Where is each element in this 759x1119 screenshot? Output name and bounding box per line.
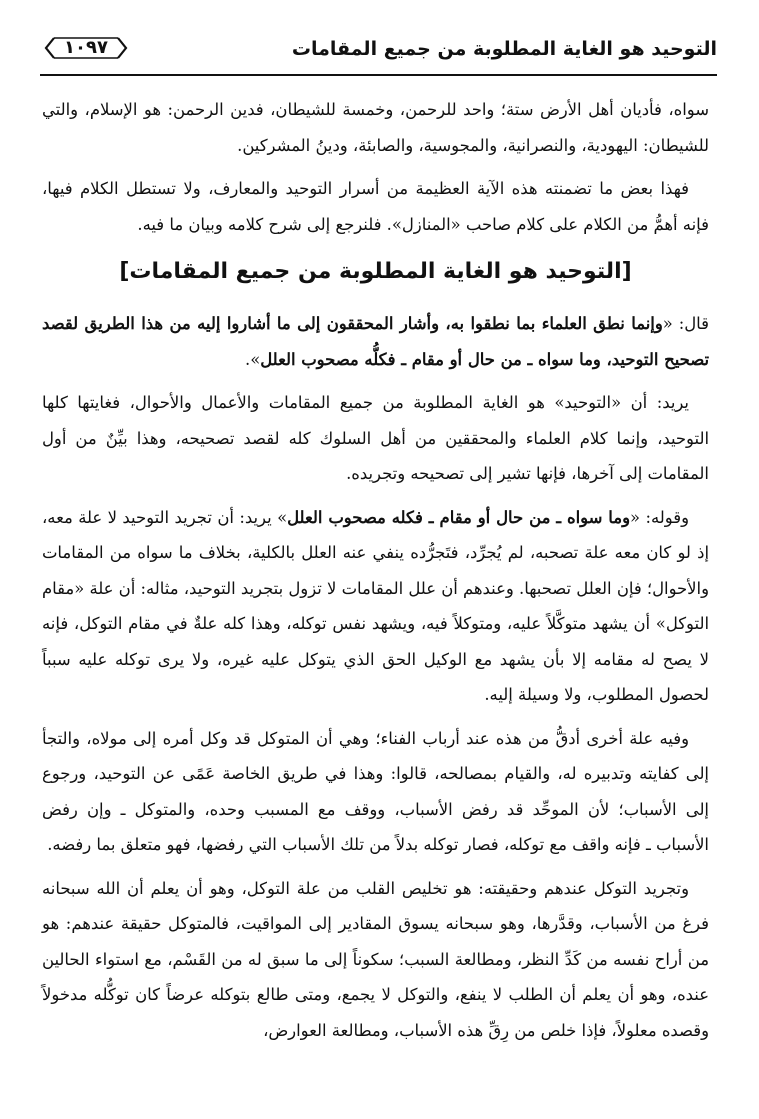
paragraph: يريد: أن «التوحيد» هو الغاية المطلوبة من جميع المقامات والأعمال والأحوال، فغايتها كلها التوحيد، وإنما كلام العلماء والمحققين من أهل السلوك كله لقصد تصحيحه، وهذا بيِّنٌ من أول المقامات إلى آخرها، فإنها تشير إلى تصحيحه وتجريده. — [42, 393, 709, 483]
paragraph: فهذا بعض ما تضمنته هذه الآية العظيمة من أسرار التوحيد والمعارف، ولا تستطل الكلام فيها، فإنه أهمُّ من الكلام على كلام صاحب «المنازل». فلنرجع إلى شرح كلامه وبيان ما فيه. — [42, 179, 709, 234]
paragraph: وتجريد التوكل عندهم وحقيقته: هو تخليص القلب من علة التوكل، وهو أن يعلم أن الله سبحانه فرغ من الأسباب، وقدَّرها، وهو سبحانه يسوق المقادير إلى المواقيت، فالمتوكل حقيقة عندهم: هو من أراح نفسه من كَدِّ النظر، ومطالعة السبب؛ سكوناً إلى ما سبق له من القَسْم، مع استواء الحالين عنده، وهو أن يعلم أن الطلب لا ينفع، والتوكل لا يجمع، ومتى طالع بتوكله عرضاً كان توكُّله مدخولاً وقصده معلولاً، فإذا خلص من رِقِّ هذه الأسباب، ومطالعة العوارض، — [42, 878, 709, 1040]
main-text — [42, 92, 709, 1056]
paragraph-rest: » يريد: أن تجريد التوحيد لا علة معه، إذ لو كان معه علة تصحبه، لم يُجرِّد، فتَجرُّده ينفي عنه العلل بالكلية، بخلاف ما سواه من المقامات والأحوال؛ فإن العلل تصحبها. وعندهم أن علل المقامات لا تزول بتجريد التوحيد، مثاله: أن علة «مقام التوكل» أن يشهد متوكَّلاً عليه، ومتوكلاً فيه، ويشهد نفس توكله، وهذا كله علةٌ في مقام التوكل، فإنه لا يصح له مقامه إلا بأن يشهد مع الوكيل الحق الذي يتوكل عليه غيره، ولا يرى توكله عليه سبباً لحصول المطلوب، ولا وسيلة إليه. — [42, 507, 709, 704]
quote-intro: قال: « — [662, 314, 709, 333]
page-number: ١٠٩٧ — [64, 37, 108, 58]
quoted-paragraph — [42, 306, 709, 377]
header-title: التوحيد هو الغاية المطلوبة من جميع المقامات — [291, 38, 717, 60]
paragraph — [42, 500, 709, 713]
paragraph: سواه، فأديان أهل الأرض ستة؛ واحد للرحمن، وخمسة للشيطان، فدين الرحمن: هو الإسلام، والتي للشيطان: اليهودية، والنصرانية، والمجوسية، والصابئة، ودينُ المشركين. — [42, 100, 709, 155]
quote-end: ». — [244, 349, 261, 369]
paragraph: وفيه علة أخرى أدقُّ من هذه عند أرباب الفناء؛ وهي أن المتوكل قد وكل أمره إلى مولاه، والتجأ إلى كفايته وتدبيره له، والقيام بمصالحه، قالوا: وهذا في طريق الخاصة عَمًى عن التوحيد، ورجوع إلى الأسباب؛ لأن الموحِّد قد رفض الأسباب، ووقف مع المسبب وحده، والمتوكل ـ وإن رفض الأسباب ـ فإنه واقف مع توكله، فصار توكله بدلاً من تلك الأسباب التي رفضها، فهو متعلق بما رفضه. — [42, 728, 709, 854]
page-number-frame — [42, 36, 130, 60]
section-heading: [التوحيد هو الغاية المطلوبة من جميع المقامات] — [119, 259, 632, 284]
inline-quote: وما سواه ـ من حال أو مقام ـ فكله مصحوب العلل — [287, 507, 630, 527]
running-header — [40, 30, 717, 76]
quote-text: وإنما نطق العلماء بما نطقوا به، وأشار المحققون إلى ما أشاروا إليه من هذا الطريق لقصد تصحيح التوحيد، وما سواه ـ من حال أو مقام ـ فكلُّه مصحوب العلل — [42, 314, 709, 369]
paragraph-intro: وقوله: « — [630, 507, 689, 527]
